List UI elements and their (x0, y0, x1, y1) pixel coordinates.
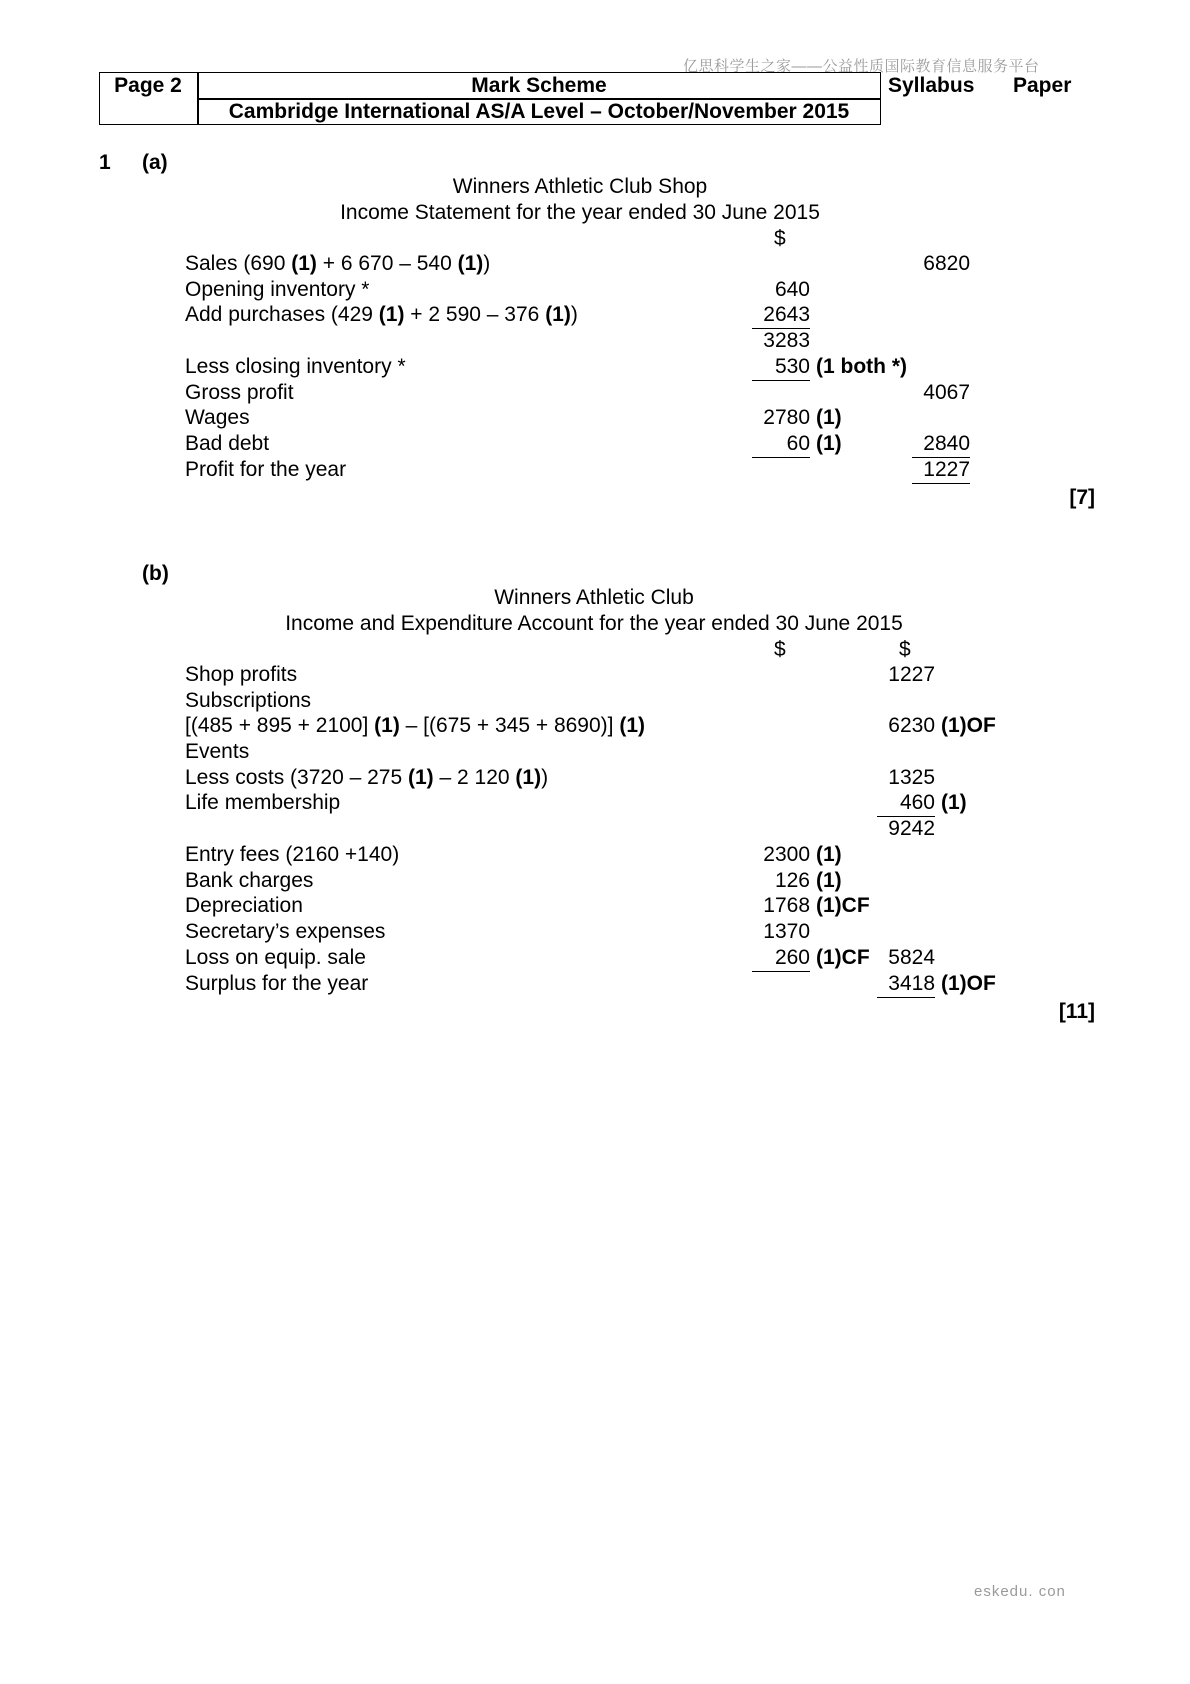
bad-debt-label: Bad debt (185, 432, 270, 455)
profit-label: Profit for the year (185, 458, 347, 481)
events-label: Events (185, 740, 250, 763)
header-subtitle: Cambridge International AS/A Level – October/November 2015 (228, 100, 850, 123)
surplus-value: 3418 (877, 971, 935, 998)
subscriptions-calc: [(485 + 895 + 2100] (1) – [(675 + 345 + 8690)] (1) (185, 714, 645, 737)
header-paper: Paper (1013, 74, 1072, 97)
wages-label: Wages (185, 406, 250, 429)
footer-site: eskedu. con (974, 1583, 1066, 1600)
depreciation-value: 1768 (763, 894, 810, 917)
shop-profits-label: Shop profits (185, 663, 298, 686)
loss-on-sale-label: Loss on equip. sale (185, 946, 366, 969)
header-page: Page 2 (114, 74, 182, 97)
part-b-marks: [11] (1058, 1000, 1095, 1023)
mark: (1) (457, 252, 484, 275)
watermark-text: 亿思科学生之家——公益性质国际教育信息服务平台 (683, 58, 1040, 75)
sales-value: 6820 (923, 252, 970, 275)
expenses-total-value: 2840 (912, 431, 970, 458)
income-total-value: 9242 (888, 817, 935, 840)
subscriptions-value: 6230 (888, 714, 935, 737)
closing-inventory-value: 530 (752, 354, 810, 381)
header-mark-scheme: Mark Scheme (471, 74, 607, 97)
closing-inventory-label: Less closing inventory * (185, 355, 406, 378)
currency-header-1: $ (774, 638, 786, 661)
secretary-expenses-label: Secretary’s expenses (185, 920, 386, 943)
mark: (1) (619, 714, 645, 737)
entry-fees-value: 2300 (763, 843, 810, 866)
opening-inventory-value: 640 (774, 278, 810, 301)
statement-title: Winners Athletic Club Shop (452, 175, 708, 198)
part-a-marks: [7] (1069, 486, 1095, 509)
mark: (1) (407, 766, 434, 789)
subscriptions-label: Subscriptions (185, 689, 312, 712)
bank-charges-value: 126 (774, 869, 810, 892)
loss-on-sale-mark: (1)CF (816, 946, 870, 969)
life-membership-mark: (1) (941, 791, 967, 814)
question-number: 1 (99, 151, 111, 174)
wages-mark: (1) (816, 406, 842, 429)
goods-available-value: 3283 (763, 329, 810, 352)
bank-charges-label: Bank charges (185, 869, 314, 892)
expenditure-total-value: 5824 (888, 946, 935, 969)
surplus-mark: (1)OF (941, 972, 996, 995)
event-costs-label: Less costs (3720 – 275 (1) – 2 120 (1)) (185, 766, 549, 789)
gross-profit-value: 4067 (923, 381, 970, 404)
purchases-value: 2643 (752, 302, 810, 329)
depreciation-label: Depreciation (185, 894, 303, 917)
header-syllabus: Syllabus (888, 74, 975, 97)
opening-inventory-label: Opening inventory * (185, 278, 370, 301)
mark: (1) (545, 303, 571, 326)
loss-on-sale-value: 260 (752, 945, 810, 972)
statement-subtitle: Income Statement for the year ended 30 June 2015 (340, 201, 820, 224)
purchases-row-label: Add purchases (429 (1) + 2 590 – 376 (1)) (185, 303, 578, 326)
sales-row-label: Sales (690 (1) + 6 670 – 540 (1)) (185, 252, 491, 275)
entry-fees-label: Entry fees (2160 +140) (185, 843, 400, 866)
bad-debt-mark: (1) (816, 432, 842, 455)
mark: (1) (374, 714, 400, 737)
closing-inventory-mark: (1 both *) (816, 355, 907, 378)
currency-header: $ (774, 227, 786, 250)
life-membership-value: 460 (877, 790, 935, 817)
surplus-label: Surplus for the year (185, 972, 369, 995)
mark: (1) (291, 252, 317, 275)
bank-charges-mark: (1) (816, 869, 842, 892)
shop-profits-value: 1227 (888, 663, 935, 686)
currency-header-2: $ (899, 638, 911, 661)
entry-fees-mark: (1) (816, 843, 842, 866)
part-b-label: (b) (142, 562, 169, 585)
secretary-expenses-value: 1370 (763, 920, 810, 943)
bad-debt-value: 60 (752, 431, 810, 458)
life-membership-label: Life membership (185, 791, 341, 814)
gross-profit-label: Gross profit (185, 381, 294, 404)
events-value: 1325 (888, 766, 935, 789)
profit-value: 1227 (912, 457, 970, 484)
account-title: Winners Athletic Club (494, 586, 694, 609)
mark: (1) (378, 303, 405, 326)
wages-value: 2780 (763, 406, 810, 429)
account-subtitle: Income and Expenditure Account for the year ended 30 June 2015 (285, 612, 903, 635)
depreciation-mark: (1)CF (816, 894, 870, 917)
mark: (1) (515, 766, 542, 789)
subscriptions-mark: (1)OF (941, 714, 996, 737)
part-a-label: (a) (142, 151, 168, 174)
